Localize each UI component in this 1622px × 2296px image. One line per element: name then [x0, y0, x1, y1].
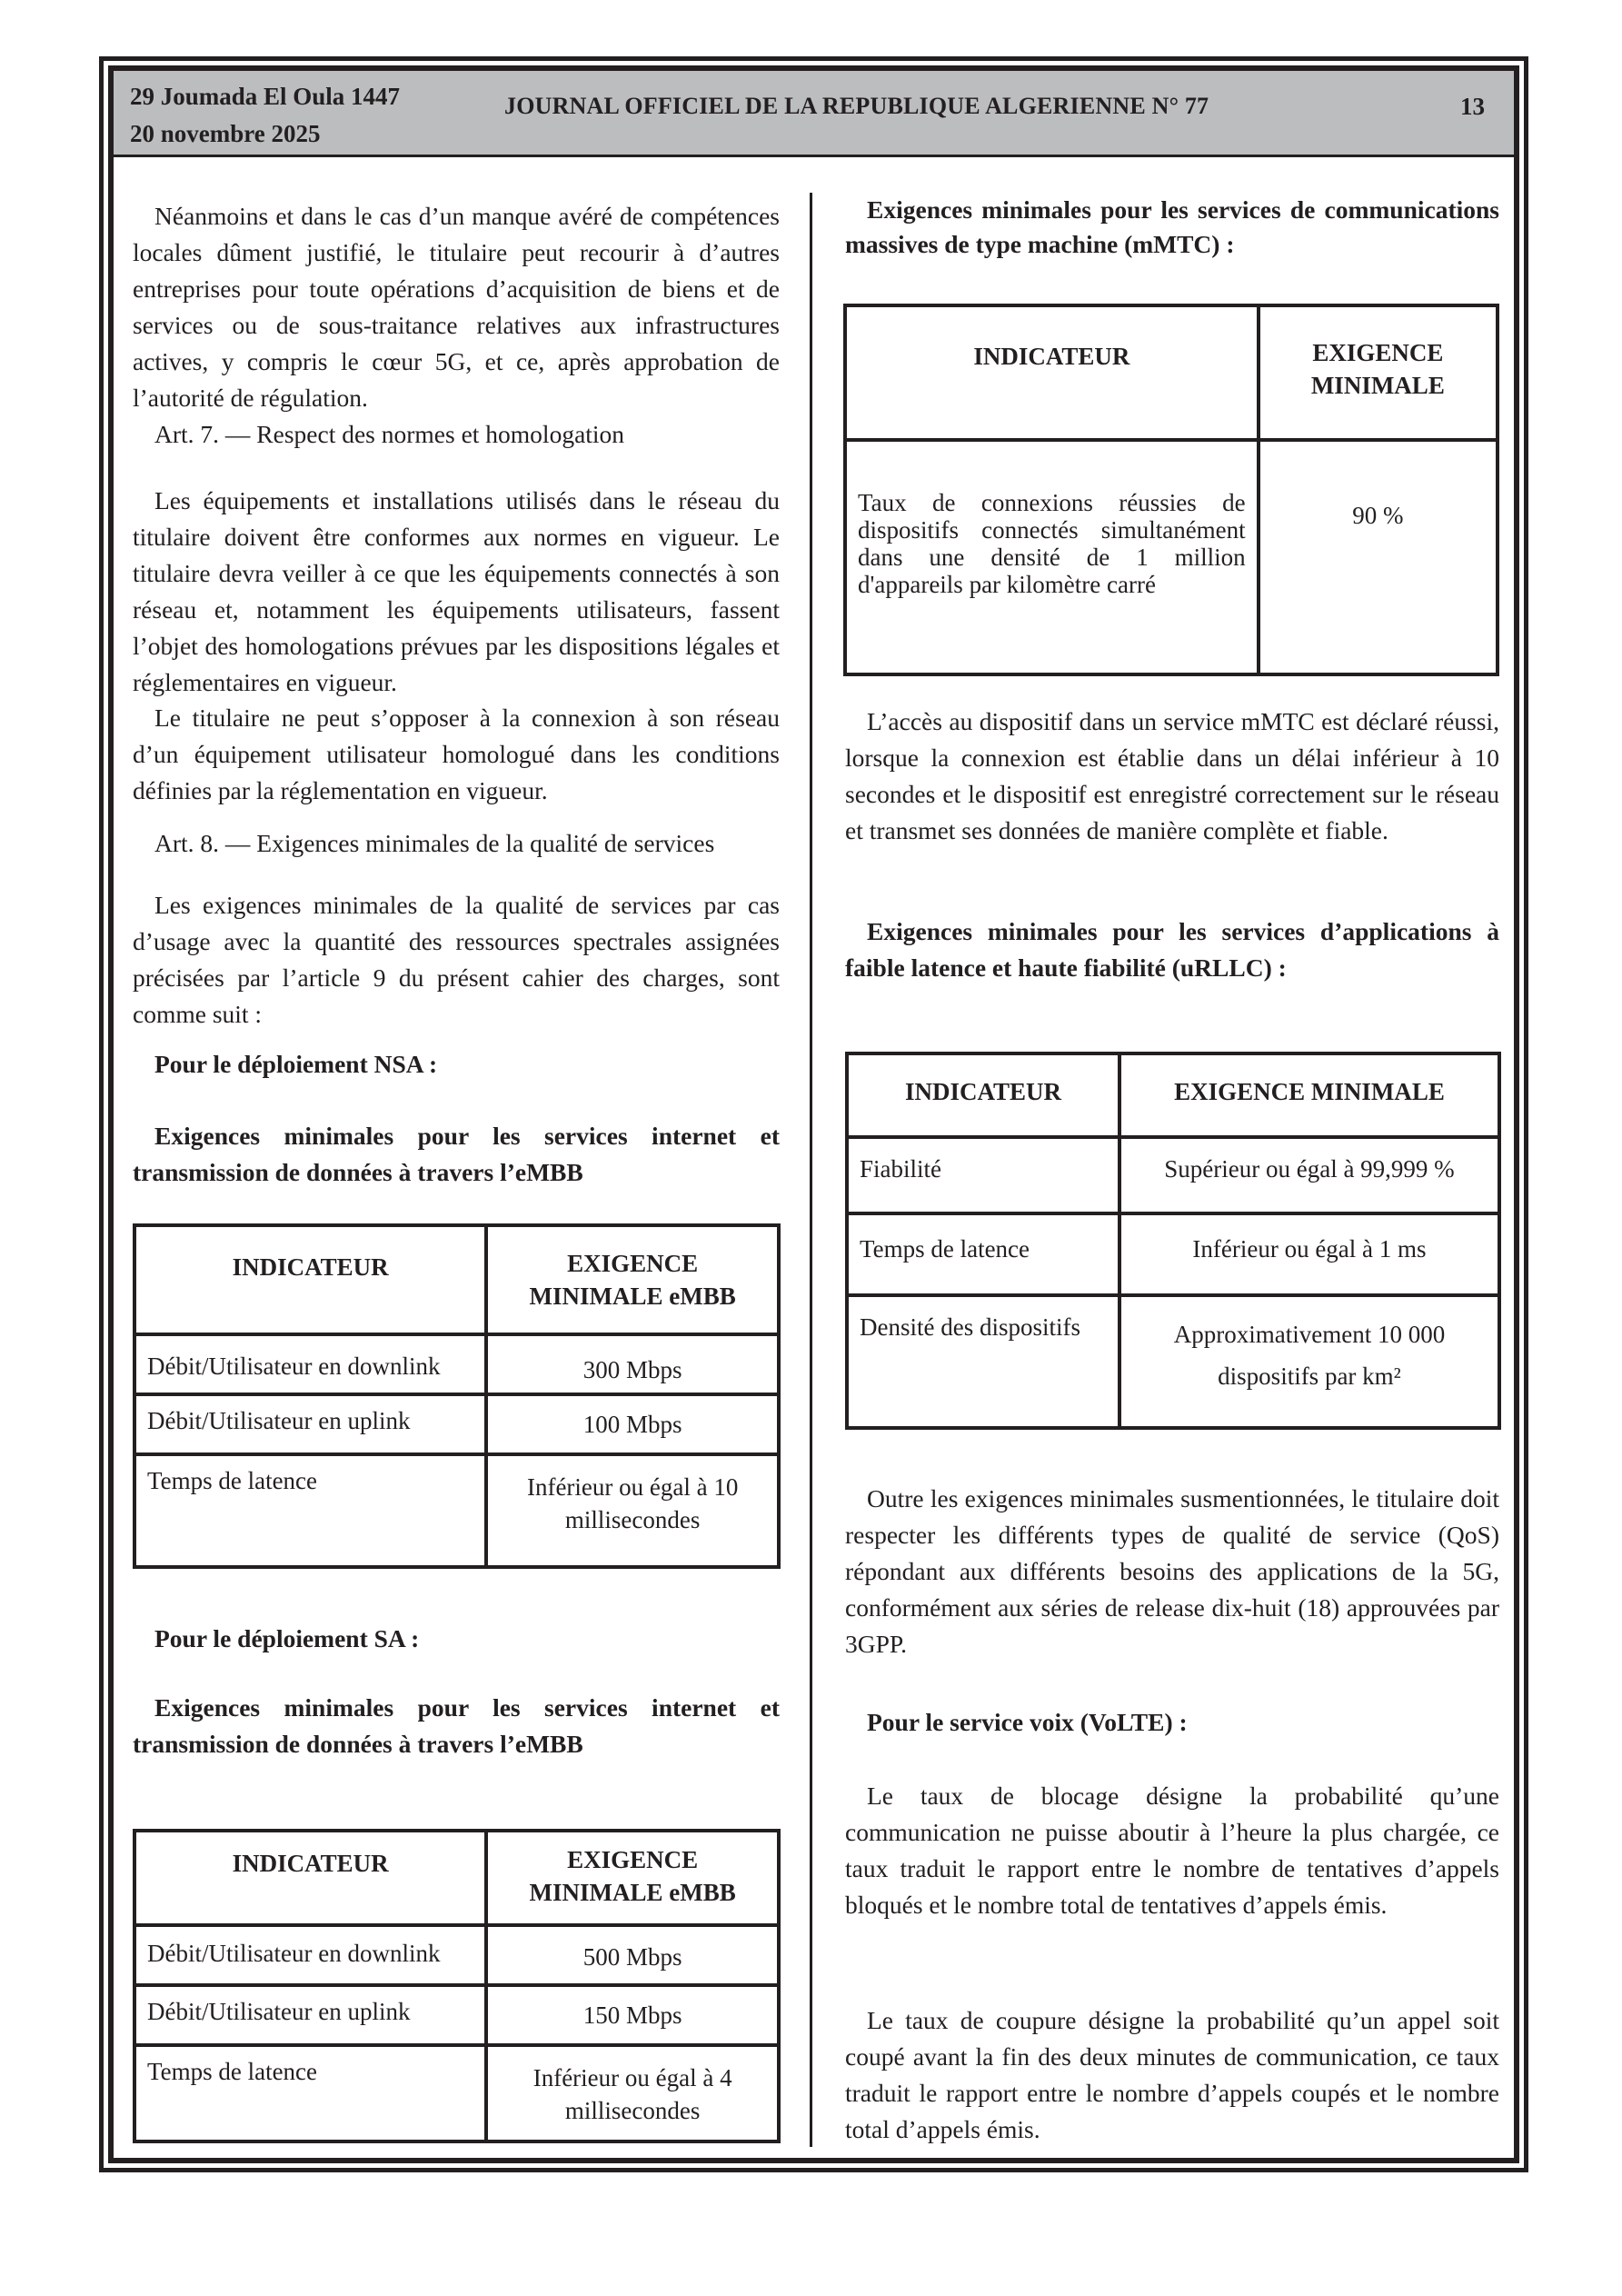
cell-indicator: Taux de connexions réussies de dispositifs connectés simultanément dans une densité de 1 million d'appareils par kilomètre carré: [845, 440, 1259, 674]
cell-indicator: Fiabilité: [847, 1137, 1119, 1213]
table-row: [134, 1334, 779, 1394]
table-header-row: [134, 1831, 779, 1925]
cell-indicator: Densité des dispositifs: [847, 1295, 1119, 1428]
section-heading: Pour le déploiement SA :: [154, 1624, 420, 1652]
urllc-table: [845, 1052, 1501, 1430]
section-heading: Pour le déploiement NSA :: [154, 1050, 438, 1078]
table-header-row: [134, 1225, 779, 1334]
article-8-title: [133, 825, 780, 862]
mmtc-table: [843, 304, 1499, 676]
journal-title: JOURNAL OFFICIEL DE LA REPUBLIQUE ALGERIENNE N° 77: [504, 93, 1209, 119]
section-heading: Exigences minimales pour les services internet et transmission de données à travers l’eMBB: [133, 1122, 780, 1186]
paragraph-text: L’accès au dispositif dans un service mMTC est déclaré réussi, lorsque la connexion est établie dans un délai inférieur à 10 secondes et le dispositif est enregistré correctement sur le réseau et transmet ses données de manière complète et fiable.: [845, 707, 1499, 844]
column-separator: [810, 193, 812, 2147]
table-row: [847, 1213, 1499, 1295]
paragraph-text: Les équipements et installations utilisés dans le réseau du titulaire doivent être conformes aux normes en vigueur. Le titulaire devra veiller à ce que les équipements connectés à son réseau et, notamment les équipements utilisateurs, fassent l’objet des homologations prévues par les dispositions légales et réglementaires en vigueur.: [133, 486, 780, 696]
section-heading: Pour le service voix (VoLTE) :: [867, 1708, 1188, 1736]
cell-value: Inférieur ou égal à 1 ms: [1119, 1213, 1499, 1295]
cell-value: 90 %: [1259, 440, 1498, 674]
table-row: [847, 1295, 1499, 1428]
cell-value: Inférieur ou égal à 4 millisecondes: [486, 2045, 779, 2141]
paragraph-qos-intro: [133, 887, 780, 1033]
sa-embb-table: [133, 1829, 781, 2143]
cell-value: Inférieur ou égal à 10 millisecondes: [486, 1454, 779, 1567]
cell-indicator: Débit/Utilisateur en uplink: [134, 1985, 486, 2045]
table-row: [134, 1985, 779, 2045]
cell-indicator: Temps de latence: [847, 1213, 1119, 1295]
page-number: 13: [1460, 93, 1485, 120]
article-heading: Art. 7. — Respect des normes et homologation: [154, 420, 625, 448]
table-header-row: [845, 305, 1498, 440]
sa-subheading: [133, 1690, 780, 1762]
paragraph-text: Les exigences minimales de la qualité de services par cas d’usage avec la quantité des ressources spectrales assignées précisées par l’article 9 du présent cahier des charges, sont comme suit :: [133, 891, 780, 1028]
header-exigence: EXIGENCE MINIMALE: [1119, 1053, 1499, 1137]
paragraph-blocking-rate: [845, 1778, 1499, 1923]
paragraph-text: Le taux de blocage désigne la probabilité qu’une communication ne puisse aboutir à l’heure la plus chargée, ce taux traduit le rapport entre le nombre de tentatives d’appels bloqués et le nombre total de tentatives d’appels émis.: [845, 1782, 1499, 1919]
hijri-date: 29 Joumada El Oula 1447: [130, 83, 401, 110]
cell-indicator: Débit/Utilisateur en downlink: [134, 1334, 486, 1394]
paragraph-text: Outre les exigences minimales susmentionnées, le titulaire doit respecter les différents types de qualité de service (QoS) répondant aux différents besoins des applications de la 5G, conformément aux séries de release dix-huit (18) approuvées par 3GPP.: [845, 1484, 1499, 1658]
header-indicateur: INDICATEUR: [134, 1831, 486, 1925]
cell-value: 500 Mbps: [486, 1925, 779, 1985]
article-7-title: [133, 416, 780, 453]
header-exigence: EXIGENCE MINIMALE: [1259, 305, 1498, 440]
paragraph-mmtc-access: [845, 704, 1499, 849]
table-row: [845, 440, 1498, 674]
cell-value: Approximativement 10 000 dispositifs par km²: [1119, 1295, 1499, 1428]
section-heading: Exigences minimales pour les services d’applications à faible latence et haute fiabilité (uRLLC) :: [845, 917, 1499, 982]
cell-indicator: Temps de latence: [134, 1454, 486, 1567]
section-heading: Exigences minimales pour les services de communications massives de type machine (mMTC) :: [845, 195, 1499, 258]
cell-value: 100 Mbps: [486, 1394, 779, 1454]
table-row: [134, 1454, 779, 1567]
cell-indicator: Temps de latence: [134, 2045, 486, 2141]
nsa-heading: [133, 1046, 780, 1083]
cell-value: 300 Mbps: [486, 1334, 779, 1394]
paragraph-drop-rate: [845, 2002, 1499, 2148]
sa-heading: [133, 1621, 780, 1657]
table-row: [134, 2045, 779, 2141]
header-indicateur: INDICATEUR: [847, 1053, 1119, 1137]
table-row: [847, 1137, 1499, 1213]
volte-heading: [845, 1704, 1499, 1741]
header-dates: [130, 78, 400, 153]
gregorian-date: 20 novembre 2025: [130, 120, 321, 147]
nsa-subheading: [133, 1118, 780, 1191]
table-row: [134, 1394, 779, 1454]
section-heading: Exigences minimales pour les services internet et transmission de données à travers l’eMBB: [133, 1693, 780, 1758]
header-indicateur: INDICATEUR: [134, 1225, 486, 1334]
paragraph-qos: [845, 1481, 1499, 1662]
paragraph-equipment: [133, 483, 780, 701]
paragraph-connection: [133, 700, 780, 809]
table-header-row: [847, 1053, 1499, 1137]
header-exigence: EXIGENCE MINIMALE eMBB: [486, 1225, 779, 1334]
paragraph-text: Le taux de coupure désigne la probabilité qu’un appel soit coupé avant la fin des deux minutes de communication, ce taux traduit le rapport entre le nombre d’appels coupés et le nombre total d’appels émis.: [845, 2006, 1499, 2143]
cell-value: 150 Mbps: [486, 1985, 779, 2045]
paragraph-text: Néanmoins et dans le cas d’un manque avéré de compétences locales dûment justifié, le titulaire peut recourir à d’autres entreprises pour toute opérations d’acquisition de biens et de services ou de sous-traitance relatives aux infrastructures actives, y compris le cœur 5G, et ce, après approbation de l’autorité de régulation.: [133, 202, 780, 412]
journal-header: [114, 71, 1514, 157]
cell-indicator: Débit/Utilisateur en downlink: [134, 1925, 486, 1985]
header-indicateur: INDICATEUR: [845, 305, 1259, 440]
nsa-embb-table: [133, 1223, 781, 1569]
mmtc-heading: [845, 193, 1499, 262]
cell-indicator: Débit/Utilisateur en uplink: [134, 1394, 486, 1454]
paragraph-text: Le titulaire ne peut s’opposer à la connexion à son réseau d’un équipement utilisateur homologué dans les conditions définies par la réglementation en vigueur.: [133, 704, 780, 804]
table-row: [134, 1925, 779, 1985]
paragraph-subcontracting: [133, 198, 780, 416]
article-heading: Art. 8. — Exigences minimales de la qualité de services: [154, 829, 715, 857]
cell-value: Supérieur ou égal à 99,999 %: [1119, 1137, 1499, 1213]
header-exigence: EXIGENCE MINIMALE eMBB: [486, 1831, 779, 1925]
urllc-heading: [845, 913, 1499, 986]
